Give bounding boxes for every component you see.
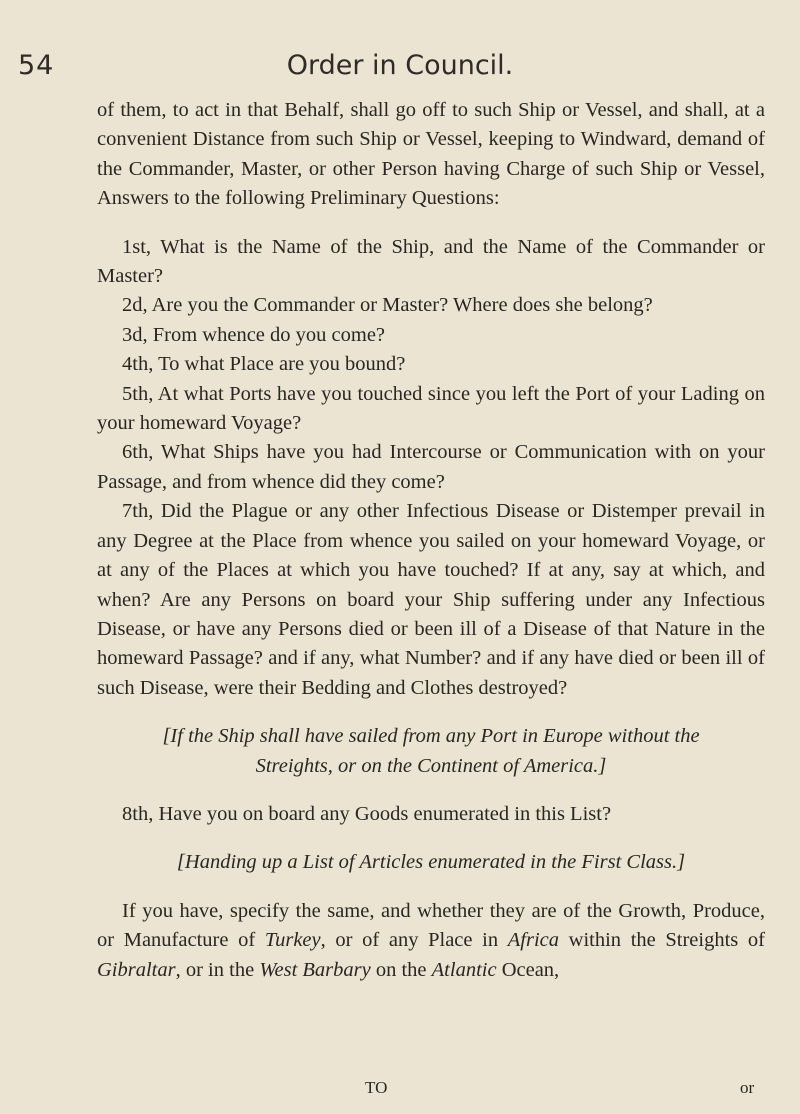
bracket-note-europe: [If the Ship shall have sailed from any Port in Europe without the Streights, or on the Continent of America.] (162, 725, 700, 777)
bracket-note-list: [Handing up a List of Articles enumerated in the First Class.] (176, 851, 686, 874)
running-title: Order in Council. (286, 50, 514, 81)
place-turkey: Turkey (264, 929, 321, 952)
place-west-barbary: West Barbary (259, 958, 371, 981)
question-4: 4th, To what Place are you bound? (122, 353, 406, 376)
question-5: 5th, At what Ports have you touched since you left the Port of your Lading on your homeward Voyage? (97, 382, 765, 435)
final-paragraph (97, 897, 765, 985)
final-text-a: If you have, specify the same, and whether they are of the Growth, Produce, or Manufacture of (97, 899, 765, 952)
question-8: 8th, Have you on board any Goods enumerated in this List? (122, 802, 612, 825)
question-6: 6th, What Ships have you had Intercourse or Communication with on your Passage, and from whence did they come? (97, 441, 765, 493)
question-7: 7th, Did the Plague or any other Infectious Disease or Distemper prevail in any Degree at the Place from whence you sailed on your homeward Voyage, or at any of the Places at which you have touched? If at any, say at which, and when? Are any Persons on board your Ship suffering under any Infectious Disease, or have any Persons died or been ill of a Disease of that Nature in the homeward Passage? and if any, what Number? and if any have died or been ill of such Disease, were their Bedding and Clothes destroyed? (97, 500, 765, 699)
question-2: 2d, Are you the Commander or Master? Where does she belong? (122, 294, 653, 317)
place-atlantic: Atlantic (431, 958, 497, 981)
final-text-d: , or in the (175, 958, 260, 981)
place-africa: Africa (507, 929, 559, 952)
page-body (97, 96, 765, 985)
question-3: 3d, From whence do you come? (122, 323, 386, 346)
final-text-b: , or of any Place in (320, 929, 508, 952)
question-1: 1st, What is the Name of the Ship, and the Name of the Commander or Master? (97, 235, 765, 288)
final-text-f: Ocean, (496, 958, 560, 981)
intro-paragraph: of them, to act in that Behalf, shall go off to such Ship or Vessel, and shall, at a convenient Distance from such Ship or Vessel, keeping to Windward, demand of the Commander, Master, or other Person having Charge of such Ship or Vessel, Answers to the following Preliminary Questions: (97, 99, 765, 210)
final-text-e: on the (370, 958, 432, 981)
place-gibraltar: Gibraltar (97, 958, 176, 981)
page-number: 54 (18, 50, 55, 81)
catchword: or (740, 1078, 755, 1097)
signature-mark: TO (365, 1078, 388, 1097)
final-text-c: within the Streights of (559, 929, 765, 952)
